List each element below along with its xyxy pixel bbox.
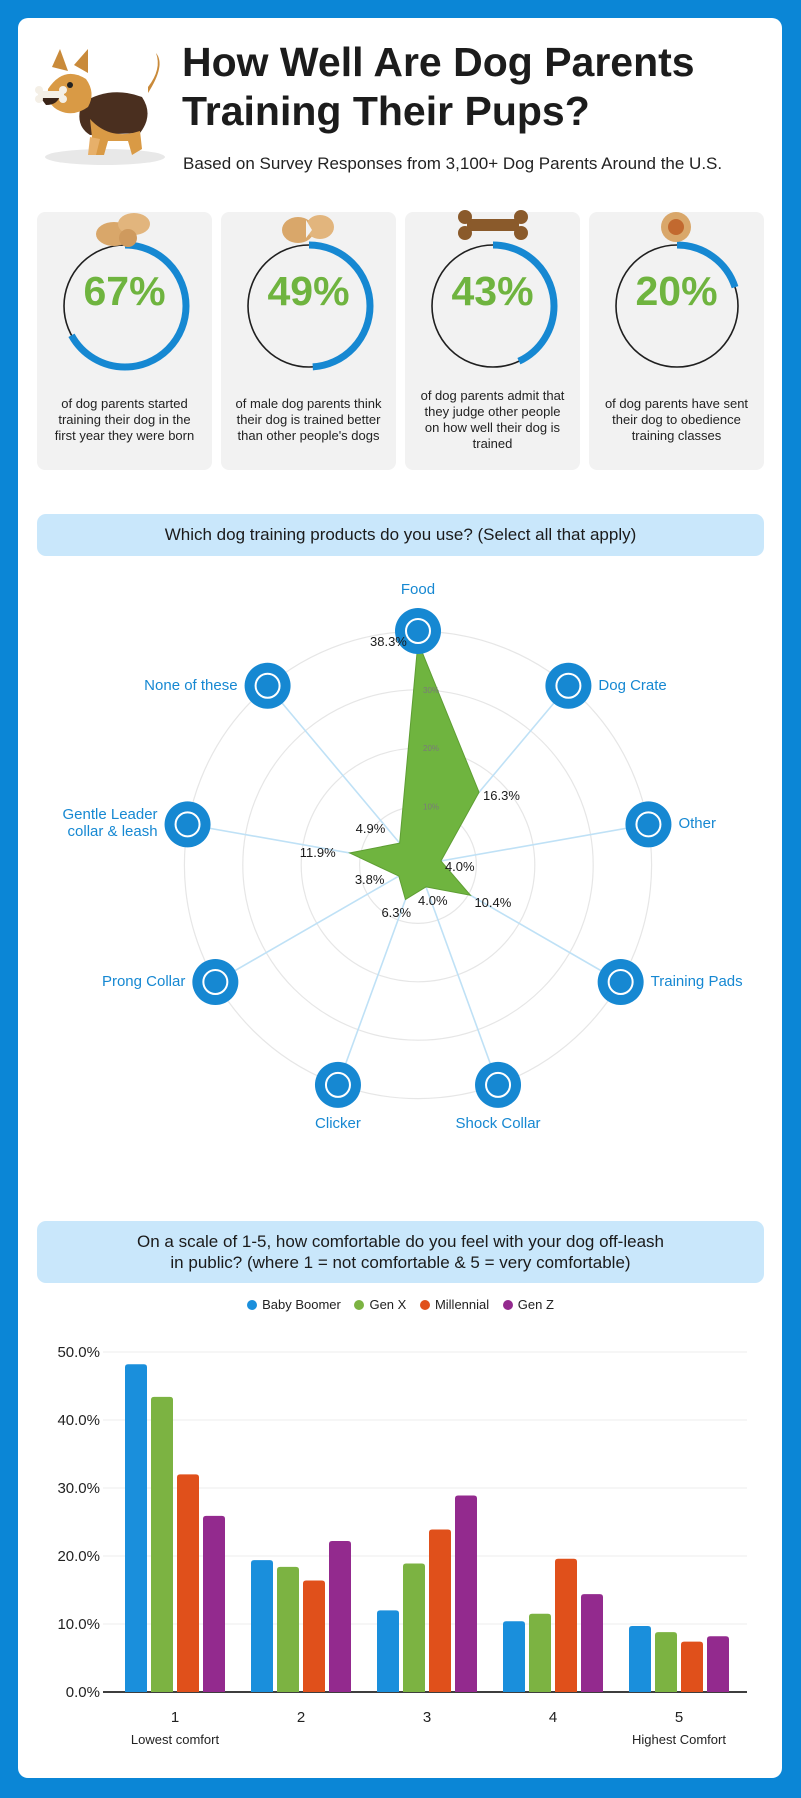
none-icon [245, 663, 291, 709]
radar-category-label: Food [400, 581, 436, 598]
bar [303, 1580, 325, 1692]
legend-item-gen-z [503, 1297, 554, 1312]
bar [377, 1610, 399, 1692]
bar [177, 1474, 199, 1692]
bone-icon [455, 208, 531, 242]
bar [707, 1636, 729, 1692]
stat-caption: of dog parents admit that they judge other people on how well their dog is trained [420, 388, 565, 451]
x-tick-label: 2 [296, 1709, 306, 1726]
radar-chart [0, 570, 801, 1170]
dog-crate-icon [545, 663, 591, 709]
radar-category-label: Other [678, 815, 716, 833]
y-tick-label: 30.0% [57, 1480, 100, 1497]
y-tick-label: 50.0% [57, 1344, 100, 1361]
shock-collar-icon [475, 1062, 521, 1108]
radar-value-label: 6.3% [381, 905, 412, 921]
treats-icon [92, 208, 156, 250]
bar [555, 1559, 577, 1692]
bar [203, 1516, 225, 1692]
bar [581, 1594, 603, 1692]
radar-tick-label: 10% [423, 802, 440, 812]
radar-value-label: 11.9% [299, 844, 336, 860]
legend-dot [247, 1300, 257, 1310]
bar [277, 1567, 299, 1692]
radar-category-label: Training Pads [650, 973, 743, 990]
x-tick-label: 1 [170, 1709, 180, 1726]
offleash-question-banner [37, 1221, 764, 1283]
offleash-question-line-1: On a scale of 1-5, how comfortable do you feel with your dog off-leash [137, 1232, 664, 1251]
bar [403, 1563, 425, 1692]
radar-category-label: Prong Collar [101, 973, 186, 990]
prong-collar-icon [192, 959, 238, 1005]
y-tick-label: 10.0% [57, 1616, 100, 1633]
radar-question: Which dog training products do you use? (Select all that apply) [164, 525, 637, 544]
stat-value: 67% [83, 268, 166, 314]
stat-caption: of dog parents have sent their dog to obedience training classes [604, 396, 749, 443]
stat-value: 43% [451, 268, 534, 314]
legend-item-gen-x [354, 1297, 406, 1312]
stat-caption: of dog parents started training their dog in the first year they were born [54, 396, 195, 443]
legend-dot [354, 1300, 364, 1310]
bar [125, 1364, 147, 1692]
x-tick-label: 3 [422, 1709, 432, 1726]
x-tick-label: 4 [548, 1709, 558, 1726]
x-tick-label: 5 [674, 1709, 684, 1726]
radar-category-label: None of these [144, 676, 238, 694]
radar-value-label: 4.0% [444, 858, 475, 874]
title-line-2: Training Their Pups? [182, 88, 590, 134]
bar [503, 1621, 525, 1692]
bar [529, 1614, 551, 1692]
bar-chart [0, 1330, 801, 1750]
bar [329, 1541, 351, 1692]
stat-card-4 [589, 212, 764, 470]
radar-value-label: 10.4% [474, 895, 512, 911]
x-sublabel: Highest Comfort [632, 1732, 726, 1747]
bar [629, 1626, 651, 1692]
bar [251, 1560, 273, 1692]
radar-category-label: Shock Collar [455, 1114, 541, 1132]
bar [455, 1495, 477, 1692]
gentle-leader-icon [165, 801, 211, 847]
radar-question-banner [37, 514, 764, 556]
radar-value-label: 38.3% [370, 633, 407, 649]
legend-dot [503, 1300, 513, 1310]
page-subtitle: Based on Survey Responses from 3,100+ Dog Parents Around the U.S. [183, 154, 723, 173]
training-pad-icon [598, 959, 644, 1005]
stat-card-3 [405, 212, 580, 470]
bar [429, 1529, 451, 1692]
legend-item-baby-boomer [247, 1297, 341, 1312]
radar-spoke [215, 865, 418, 982]
bar [681, 1642, 703, 1692]
dog-icon [30, 45, 180, 170]
legend-label: Gen X [369, 1297, 407, 1312]
radar-spoke [268, 686, 418, 865]
page-title [182, 38, 782, 136]
x-sublabel: Lowest comfort [130, 1732, 220, 1747]
y-tick-label: 20.0% [57, 1548, 100, 1565]
stat-value: 20% [635, 268, 718, 314]
radar-tick-label: 30% [423, 685, 440, 695]
offleash-question-line-2: in public? (where 1 = not comfortable & 5 = very comfortable) [170, 1253, 631, 1272]
radar-category-label: Dog Crate [598, 676, 667, 694]
legend-label: Millennial [434, 1297, 490, 1312]
stat-value: 49% [267, 268, 350, 314]
y-tick-label: 0.0% [65, 1684, 100, 1701]
y-tick-label: 40.0% [57, 1412, 100, 1429]
round-treat-icon [659, 210, 693, 244]
stat-card-2 [221, 212, 396, 470]
stat-card-1 [37, 212, 212, 470]
legend-item-millennial [420, 1297, 489, 1312]
radar-tick-label: 20% [423, 744, 440, 754]
biscuit-icon [276, 210, 340, 246]
clicker-icon [315, 1062, 361, 1108]
bar [151, 1397, 173, 1692]
radar-value-label: 4.9% [355, 821, 386, 837]
stat-caption: of male dog parents think their dog is trained better than other people's dogs [235, 396, 382, 443]
spray-bottle-icon [625, 801, 671, 847]
legend-dot [420, 1300, 430, 1310]
legend-label: Gen Z [517, 1297, 554, 1312]
radar-value-label: 16.3% [483, 788, 520, 804]
bar-legend [0, 1297, 801, 1312]
radar-value-label: 3.8% [354, 872, 385, 888]
radar-value-label: 4.0% [417, 892, 448, 908]
radar-category-label: Clicker [315, 1114, 361, 1132]
radar-category-label: Gentle Leader collar & leash [62, 806, 158, 841]
legend-label: Baby Boomer [262, 1297, 341, 1312]
bar [655, 1632, 677, 1692]
title-line-1: How Well Are Dog Parents [182, 39, 695, 85]
